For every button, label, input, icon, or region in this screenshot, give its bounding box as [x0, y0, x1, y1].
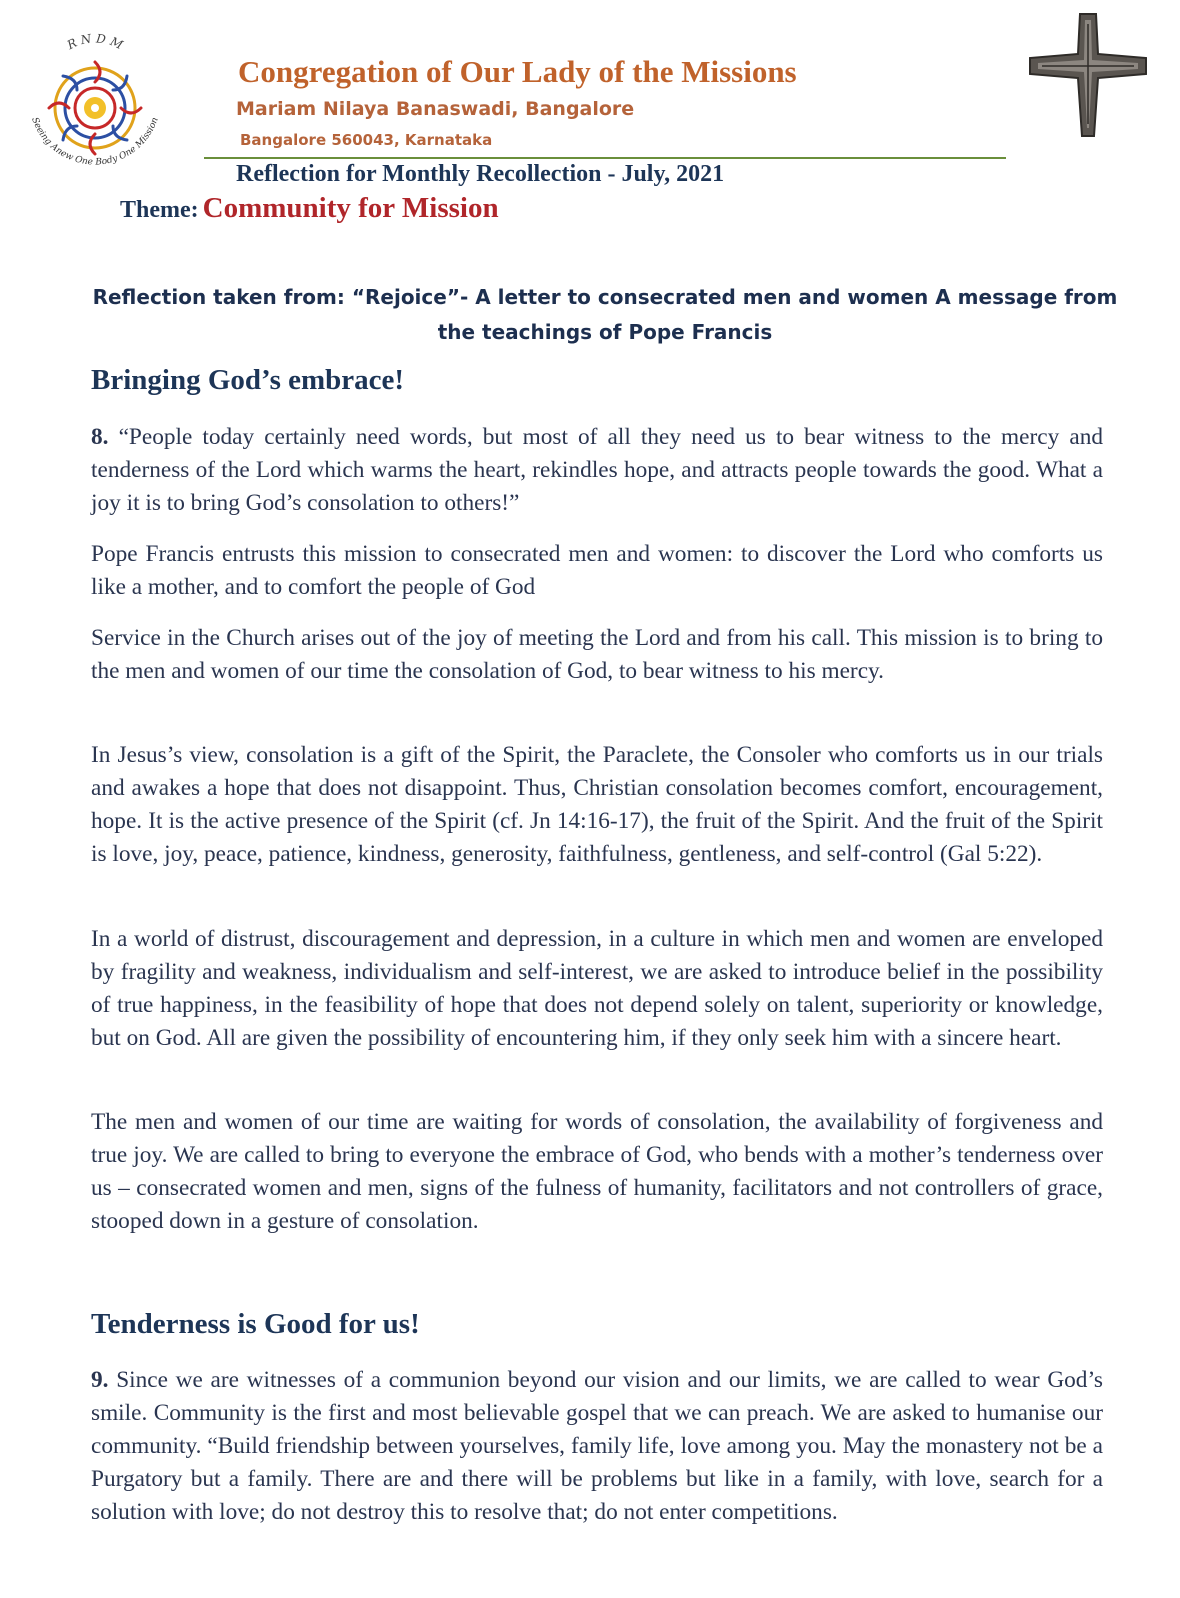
paragraph: In a world of distrust, discouragement and depression, in a culture in which men and women are enveloped by fragility and weakness, individualism and self-interest, we are asked to introduce belief in the possibility of true happiness, in the feasibility of hope that does not depend solely on talent, superiority or knowledge, but on God. All are given the possibility of encountering him, if they only seek him with a sincere heart. — [91, 926, 1103, 1051]
source-line: Reflection taken from: “Rejoice”- A letter to consecrated men and women A message from the teachings of Pope Francis — [92, 285, 1118, 344]
address-line-2: Bangalore 560043, Karnataka — [240, 131, 493, 149]
paragraph-text: “People today certainly need words, but most of all they need us to bear witness to the mercy and tenderness of the Lord which warms the heart, rekindles hope, and attracts people towards the good. What a joy it is to bring God’s consolation to others!” — [91, 424, 1103, 516]
paragraph-number: 8. — [91, 424, 109, 450]
address-line-1: Mariam Nilaya Banaswadi, Bangalore — [236, 98, 635, 120]
theme-label: Theme: — [120, 197, 199, 223]
section-heading-tenderness: Tenderness is Good for us! — [91, 1308, 420, 1340]
paragraph: The men and women of our time are waiting for words of consolation, the availability of forgiveness and true joy. We are called to bring to everyone the embrace of God, who bends with a mother’s tenderness over us – consecrated women and men, signs of the fulness of humanity, facilitators and not controllers of grace, stooped down in a gesture of consolation. — [91, 1109, 1103, 1234]
paragraph: In Jesus’s view, consolation is a gift of the Spirit, the Paraclete, the Consoler who comforts us in our trials and awakes a hope that does not disappoint. Thus, Christian consolation becomes comfort, encouragement, hope. It is the active presence of the Spirit (cf. Jn 14:16-17), the fruit of the Spirit. And the fruit of the Spirit is love, joy, peace, patience, kindness, generosity, faithfulness, gentleness, and self-control (Gal 5:22). — [91, 742, 1103, 867]
paragraph: Service in the Church arises out of the joy of meeting the Lord and from his call. This mission is to bring to the men and women of our time the consolation of God, to bear witness to his mercy. — [91, 625, 1103, 684]
organization-name: Congregation of Our Lady of the Missions — [238, 54, 797, 89]
paragraph-8 — [91, 421, 1103, 520]
paragraph-9 — [91, 1364, 1103, 1529]
recollection-title: Reflection for Monthly Recollection - July, 2021 — [236, 161, 725, 187]
paragraph-text: Since we are witnesses of a communion beyond our vision and our limits, we are called to wear God’s smile. Community is the first and most believable gospel that we can preach. We are asked to humanise our community. “Build friendship between yourselves, family life, love among you. May the monastery not be a Purgatory but a family. There are and there will be problems but like in a family, with love, search for a solution with love; do not destroy this to resolve that; do not enter competitions. — [91, 1367, 1103, 1525]
mission-cross-icon — [1028, 12, 1148, 138]
rndm-logo-icon — [20, 30, 170, 180]
theme-line — [120, 192, 499, 225]
paragraph-number: 9. — [91, 1367, 109, 1393]
section-heading-embrace: Bringing God’s embrace! — [91, 364, 405, 396]
header-divider — [204, 157, 1006, 159]
theme-value: Community for Mission — [202, 192, 499, 224]
paragraph: Pope Francis entrusts this mission to consecrated men and women: to discover the Lord who comforts us like a mother, and to comfort the people of God — [91, 541, 1103, 600]
svg-text:Seeing Anew One Body One Missi: Seeing Anew One Body One Mission — [29, 116, 161, 168]
svg-text:R N D M: R N D M — [64, 31, 125, 53]
